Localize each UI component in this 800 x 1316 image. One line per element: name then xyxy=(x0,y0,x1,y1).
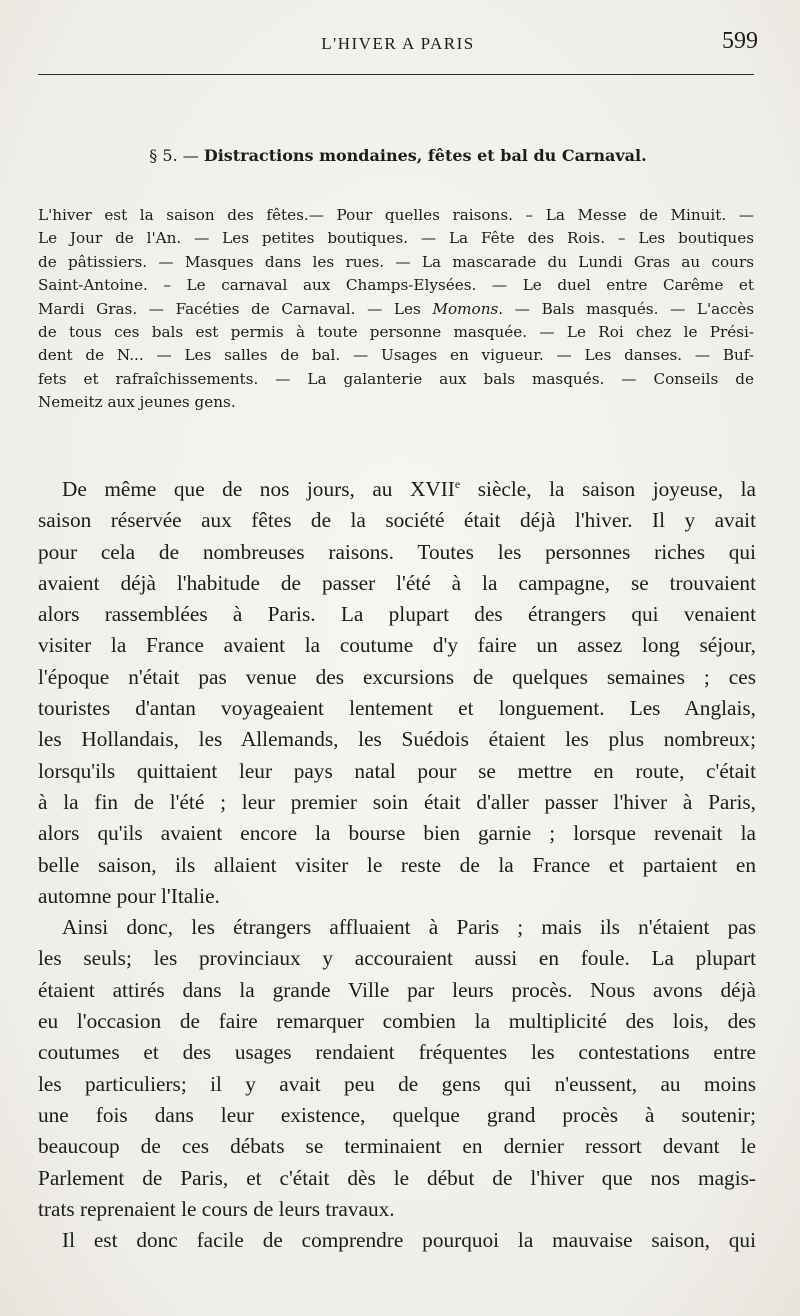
paragraph-1-line: visiter la France avaient la coutume d'y faire un assez long séjour, xyxy=(38,633,756,658)
summary-line: Nemeitz aux jeunes gens. xyxy=(38,393,236,412)
paragraph-1-line: alors qu'ils avaient encore la bourse bien garnie ; lorsque revenait la xyxy=(38,821,756,846)
summary-line: Saint-Antoine. – Le carnaval aux Champs-Elysées. — Le duel entre Carême et xyxy=(38,276,754,295)
paragraph-1-line: automne pour l'Italie. xyxy=(38,883,220,908)
paragraph-1-first-line xyxy=(38,474,756,505)
chapter-summary xyxy=(38,204,754,415)
summary-line-5 xyxy=(38,298,754,321)
paragraph-2-line: beaucoup de ces débats se terminaient en dernier ressort devant le xyxy=(38,1134,756,1159)
summary-line: de tous ces bals est permis à toute personne masquée. — Le Roi chez le Prési- xyxy=(38,323,754,342)
paragraph-3-line: Il est donc facile de comprendre pourquoi la mauvaise saison, qui xyxy=(62,1228,756,1253)
paragraph-1-opening-rest: siècle, la saison joyeuse, la xyxy=(460,477,756,501)
century-superscript: e xyxy=(454,477,461,491)
paragraph-2-line: Parlement de Paris, et c'était dès le début de l'hiver que nos magis- xyxy=(38,1165,756,1190)
section-title: Distractions mondaines, fêtes et bal du Carnaval. xyxy=(203,146,647,165)
paragraph-1-line: l'époque n'était pas venue des excursions de quelques semaines ; ces xyxy=(38,664,756,689)
summary-line: L'hiver est la saison des fêtes.— Pour quelles raisons. – La Messe de Minuit. — xyxy=(38,206,754,224)
paragraph-1-line: pour cela de nombreuses raisons. Toutes les personnes riches qui xyxy=(38,539,756,564)
summary-line: dent de N... — Les salles de bal. — Usages en vigueur. — Les danses. — Buf- xyxy=(38,346,754,365)
header-rule xyxy=(38,74,754,75)
running-head xyxy=(38,28,758,68)
summary-line: fets et rafraîchissements. — La galanterie aux bals masqués. — Conseils de xyxy=(38,369,754,388)
summary-italic-term: Momons xyxy=(432,299,499,318)
paragraph-1-line: lorsqu'ils quittaient leur pays natal pour se mettre en route, c'était xyxy=(38,758,756,783)
running-title: L'HIVER A PARIS xyxy=(321,34,475,53)
paragraph-2-line: étaient attirés dans la grande Ville par leurs procès. Nous avons déjà xyxy=(38,977,756,1002)
paragraph-2-line: les seuls; les provinciaux y accouraient aussi en foule. La plupart xyxy=(38,946,756,971)
paragraph-2-line: une fois dans leur existence, quelque grand procès à soutenir; xyxy=(38,1102,756,1127)
paragraph-1-line: les Hollandais, les Allemands, les Suédois étaient les plus nombreux; xyxy=(38,727,756,752)
paragraph-1-line: avaient déjà l'habitude de passer l'été à la campagne, se trouvaient xyxy=(38,570,756,595)
summary-line: Le Jour de l'An. — Les petites boutiques. — La Fête des Rois. – Les boutiques xyxy=(38,229,754,248)
summary-line-5-end: . — Bals masqués. — L'accès xyxy=(498,299,754,318)
summary-line: de pâtissiers. — Masques dans les rues. — La mascarade du Lundi Gras au cours xyxy=(38,252,754,271)
section-number: § 5. — xyxy=(149,146,199,165)
paragraph-1-line: saison réservée aux fêtes de la société était déjà l'hiver. Il y avait xyxy=(38,508,756,533)
body-text xyxy=(38,474,756,1256)
page-number: 599 xyxy=(722,28,758,54)
paragraph-2-line: trats reprenaient le cours de leurs travaux. xyxy=(38,1196,395,1221)
paragraph-2-line: coutumes et des usages rendaient fréquentes les contestations entre xyxy=(38,1040,756,1065)
paragraph-1-line: touristes d'antan voyageaient lentement et longuement. Les Anglais, xyxy=(38,696,756,721)
section-heading xyxy=(38,146,758,165)
paragraph-1-opening: De même que de nos jours, au XVII xyxy=(62,477,455,501)
summary-line-5-start: Mardi Gras. — Facéties de Carnaval. — Les xyxy=(38,299,421,318)
paragraph-2-line: eu l'occasion de faire remarquer combien la multiplicité des lois, des xyxy=(38,1009,756,1034)
paragraph-1-line: belle saison, ils allaient visiter le reste de la France et partaient en xyxy=(38,852,756,877)
paragraph-1-line: à la fin de l'été ; leur premier soin était d'aller passer l'hiver à Paris, xyxy=(38,789,756,814)
paragraph-2-line: Ainsi donc, les étrangers affluaient à Paris ; mais ils n'étaient pas xyxy=(62,915,756,940)
paragraph-2-line: les particuliers; il y avait peu de gens qui n'eussent, au moins xyxy=(38,1071,756,1096)
paragraph-1-line: alors rassemblées à Paris. La plupart des étrangers qui venaient xyxy=(38,602,756,627)
